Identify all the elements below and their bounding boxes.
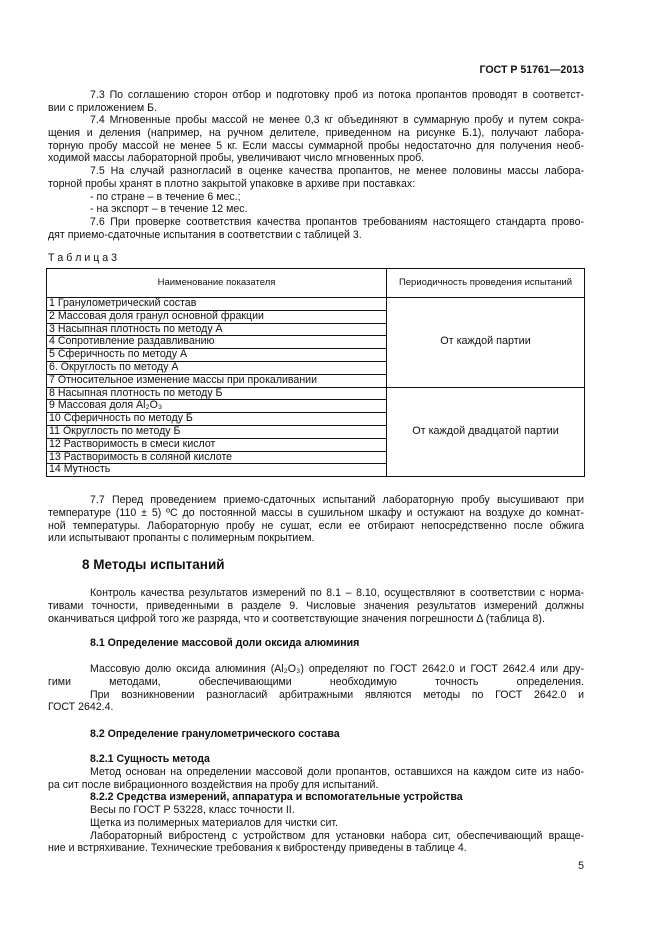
table-row xyxy=(47,387,585,400)
p822-line: Щетка из полимерных материалов для чистки сит. xyxy=(90,816,339,829)
p75-line: - по стране – в течение 6 мес.; xyxy=(90,190,241,203)
h822-heading: 8.2.2 Средства измерений, аппаратура и вспомогательные устройства xyxy=(90,791,463,803)
table-row xyxy=(47,298,585,311)
p77-line: температуре (110 ± 5) ºС до постоянной массы в сушильном шкафу и остужают на воздухе до комнат- xyxy=(48,506,584,519)
h8-heading: 8 Методы испытаний xyxy=(82,557,225,572)
page-number: 5 xyxy=(578,860,584,872)
p75-line: 7.5 На случай разногласий в оценке качества пропантов, не менее половины массы лабора- xyxy=(90,165,584,177)
table-caption: Т а б л и ц а 3 xyxy=(48,252,117,264)
indicator-name: 1 Гранулометрический состав xyxy=(47,298,387,311)
indicator-name: 9 Массовая доля Al₂O₃ xyxy=(47,400,387,413)
p821-line: Метод основан на определении массовой доли пропантов, оставшихся на каждом сите из набо- xyxy=(90,766,584,778)
p8-line: тивами точности, приведенными в разделе 9. Числовые значения результатов измерений должны xyxy=(48,599,584,612)
p81-line: гими методами, обеспечивающими необходимую точность определения. xyxy=(48,675,584,688)
p76-line: дят приемо-сдаточные испытания в соответствии с таблицей 3. xyxy=(48,228,362,241)
h821-heading: 8.2.1 Сущность метода xyxy=(90,753,210,765)
p822-line: Весы по ГОСТ Р 53228, класс точности II. xyxy=(90,804,295,816)
p73-line: вии с приложением Б. xyxy=(48,101,158,114)
p77-line: или испытывают пропанты с полимерным покрытием. xyxy=(48,532,315,545)
document-header: ГОСТ Р 51761—2013 xyxy=(479,64,584,76)
p81-line: ГОСТ 2642.4. xyxy=(48,701,114,714)
p822-line: ние и встряхивание. Технические требования к вибростенду приведены в таблице 4. xyxy=(48,842,467,855)
indicator-name: 2 Массовая доля гранул основной фракции xyxy=(47,310,387,323)
indicator-name: 4 Сопротивление раздавливанию xyxy=(47,336,387,349)
indicator-name: 11 Округлость по методу Б xyxy=(47,425,387,438)
p81-line: Массовую долю оксида алюминия (Al₂O₃) определяют по ГОСТ 2642.0 и ГОСТ 2642.4 или дру- xyxy=(90,663,584,675)
p81-line: При возникновении разногласий арбитражными являются методы по ГОСТ 2642.0 и xyxy=(90,688,584,701)
test-periodicity: От каждой двадцатой партии xyxy=(387,387,585,477)
h81-heading: 8.1 Определение массовой доли оксида алюминия xyxy=(90,637,360,649)
p75-line: торной пробы хранят в плотно закрытой упаковке в архиве при поставках: xyxy=(48,177,416,190)
indicator-name: 6. Округлость по методу А xyxy=(47,361,387,374)
indicator-name: 14 Мутность xyxy=(47,464,387,477)
p8-line: оканчиваться цифрой того же разряда, что и соответствующие значения погрешности Δ (таблица 8). xyxy=(48,612,545,625)
p76-line: 7.6 При проверке соответствия качества пропантов требованиям настоящего стандарта прово- xyxy=(90,216,584,228)
table-3 xyxy=(46,268,585,477)
p821-line: ра сит после вибрационного воздействия на пробу для испытаний. xyxy=(48,778,379,791)
p8-line: Контроль качества результатов измерений по 8.1 – 8.10, осуществляют в соответствии с норма- xyxy=(90,587,584,599)
p74-line: торную пробу массой не менее 5 кг. Если массы суммарной пробы недостаточно для получения необ- xyxy=(48,139,584,152)
p75-line: - на экспорт – в течение 12 мес. xyxy=(90,203,248,216)
p77-line: 7.7 Перед проведением приемо-сдаточных испытаний лабораторную пробу высушивают при xyxy=(90,494,584,506)
p74-line: 7.4 Мгновенные пробы массой не менее 0,3 кг объединяют в суммарную пробу и путем сокра- xyxy=(90,114,584,126)
indicator-name: 5 Сферичность по методу А xyxy=(47,349,387,362)
indicator-name: 12 Растворимость в смеси кислот xyxy=(47,438,387,451)
indicator-name: 3 Насыпная плотность по методу А xyxy=(47,323,387,336)
test-periodicity: От каждой партии xyxy=(387,298,585,388)
indicator-name: 10 Сферичность по методу Б xyxy=(47,413,387,426)
p74-line: щения и деления (например, на ручном делителе, приведенном на рисунке Б.1), получают лабора- xyxy=(48,126,584,139)
col-header-name: Наименование показателя xyxy=(47,269,387,298)
h82-heading: 8.2 Определение гранулометрического состава xyxy=(90,728,340,740)
p73-line: 7.3 По соглашению сторон отбор и подготовку проб из потока пропантов проводят в соответст- xyxy=(90,89,584,101)
indicator-name: 13 Растворимость в соляной кислоте xyxy=(47,451,387,464)
indicator-name: 7 Относительное изменение массы при прокаливании xyxy=(47,374,387,387)
p822-line: Лабораторный вибростенд с устройством для установки набора сит, обеспечивающий враще- xyxy=(90,829,584,842)
p77-line: ной температуры. Лабораторную пробу не сушат, если ее отбирают непосредственно после обжига xyxy=(48,519,584,532)
indicator-name: 8 Насыпная плотность по методу Б xyxy=(47,387,387,400)
p74-line: ходимой массы лабораторной пробы, увеличивают число мгновенных проб. xyxy=(48,152,425,165)
col-header-period: Периодичность проведения испытаний xyxy=(387,269,585,298)
